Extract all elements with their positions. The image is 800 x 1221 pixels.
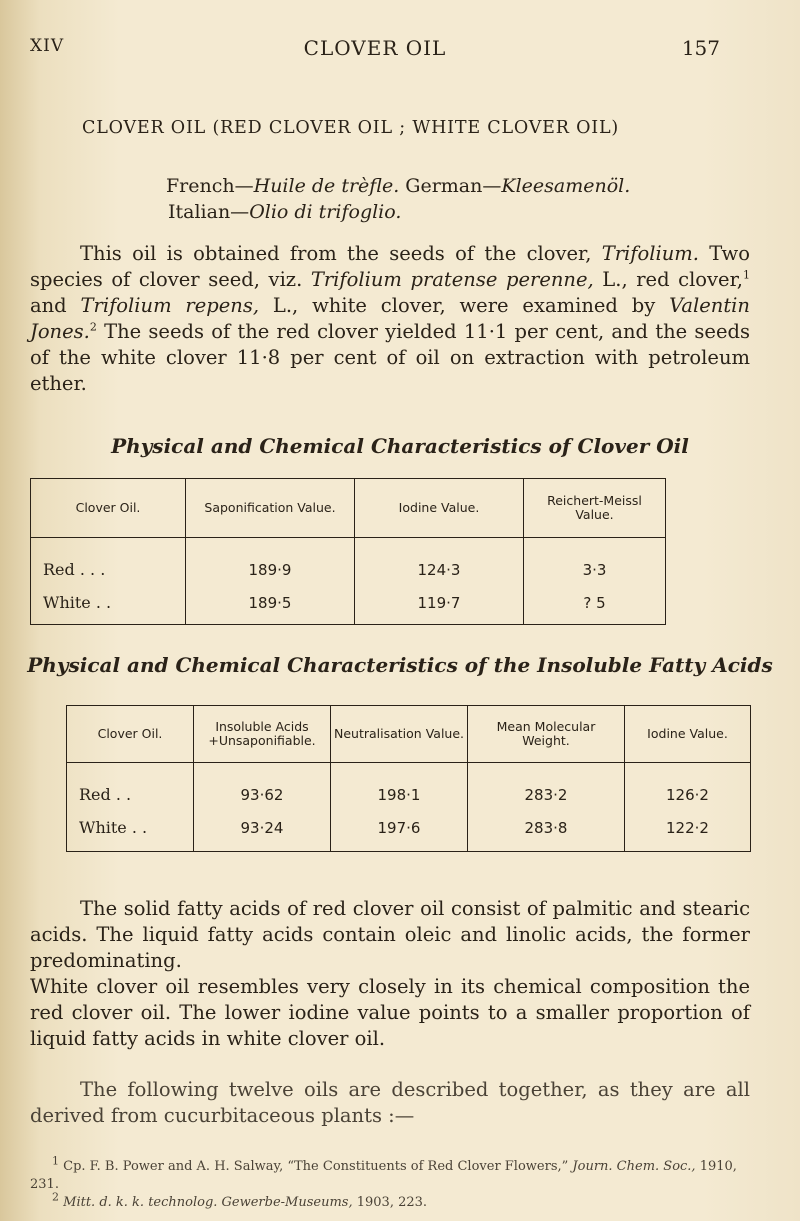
insoluble-acids-table xyxy=(66,706,751,852)
page-number: 157 xyxy=(681,36,720,60)
table-cell: 93·62 xyxy=(194,763,331,807)
chapter-number: XIV xyxy=(30,36,65,56)
table-cell: 189·9 xyxy=(186,538,355,582)
italic-run: Valentin Jones. xyxy=(30,294,750,343)
running-title: CLOVER OIL xyxy=(303,36,447,60)
table-header-cell: Saponification Value. xyxy=(186,479,355,538)
table-header-cell: Iodine Value. xyxy=(355,479,524,538)
footnote-1 xyxy=(30,1154,750,1194)
italic-run: Trifolium repens, xyxy=(80,294,260,317)
footnote-number: 2 xyxy=(52,1190,59,1204)
table-cell: 283·8 xyxy=(468,806,625,852)
table-header-cell: Mean Molecular Weight. xyxy=(468,706,625,763)
footnote-ref: 2 xyxy=(89,320,97,334)
table-cell: ? 5 xyxy=(524,581,666,625)
french-name: Huile de trèfle. xyxy=(253,175,400,197)
clover-oil-table xyxy=(30,479,666,625)
table-header-cell: Insoluble Acids +Unsaponifiable. xyxy=(194,706,331,763)
footnote-text: 1903, 223. xyxy=(352,1195,428,1210)
german-label: German— xyxy=(405,175,502,197)
running-header xyxy=(30,36,720,66)
solid-acids-paragraph: The solid fatty acids of red clover oil consist of palmitic and stearic acids. The liquid fatty acids contain oleic and linolic acids, the former predominating. xyxy=(30,897,750,972)
text-run: The seeds of the red clover yielded 11·1 per cent, and the seeds of the white clover 11·8 per cent of oil on extraction with petroleum ether. xyxy=(30,320,750,395)
table-header-cell: Clover Oil. xyxy=(67,706,194,763)
table1-title: Physical and Chemical Characteristics of Clover Oil xyxy=(111,434,689,458)
table-cell: 3·3 xyxy=(524,538,666,582)
footnotes xyxy=(30,1154,750,1212)
table-header-cell: Iodine Value. xyxy=(625,706,751,763)
intro-paragraph xyxy=(30,241,750,397)
footnote-2 xyxy=(30,1190,750,1212)
text-run: Two species of clover seed, viz. xyxy=(30,242,750,291)
table-cell: White . . xyxy=(67,806,194,852)
table-cell: Red . . . xyxy=(31,538,186,582)
italian-label: Italian— xyxy=(168,201,250,223)
table-cell: 126·2 xyxy=(625,763,751,807)
text-run: This oil is obtained from the seeds of the clover, xyxy=(80,242,602,265)
table-cell: 93·24 xyxy=(194,806,331,852)
following-oils-paragraph: The following twelve oils are described together, as they are all derived from cucurbitaceous plants :— xyxy=(30,1078,750,1127)
foreign-names xyxy=(166,173,630,225)
text-run: L., white clover, were examined by xyxy=(259,294,670,317)
german-name: Kleesamenöl. xyxy=(501,175,631,197)
white-clover-paragraph: White clover oil resembles very closely in its chemical composition the red clover oil. The lower iodine value points to a smaller proportion of liquid fatty acids in white clover oil. xyxy=(30,975,750,1050)
table-row xyxy=(67,806,751,852)
table-row xyxy=(67,763,751,807)
footnote-text: Cp. F. B. Power and A. H. Salway, “The Constituents of Red Clover Flowers,” xyxy=(59,1159,573,1174)
table-header-cell: Clover Oil. xyxy=(31,479,186,538)
table-header-cell: Reichert-Meissl Value. xyxy=(524,479,666,538)
table-header-cell: Neutralisation Value. xyxy=(331,706,468,763)
footnote-text: 1910, 231. xyxy=(30,1159,737,1192)
french-label: French— xyxy=(166,175,254,197)
table-cell: 122·2 xyxy=(625,806,751,852)
text-run: L., red clover, xyxy=(593,268,743,291)
table-cell: 124·3 xyxy=(355,538,524,582)
table-cell: 197·6 xyxy=(331,806,468,852)
table-cell: 119·7 xyxy=(355,581,524,625)
italic-run: Trifolium. xyxy=(601,242,699,265)
table-cell: 283·2 xyxy=(468,763,625,807)
italic-run: Trifolium pratense perenne, xyxy=(310,268,594,291)
table-row xyxy=(31,538,666,582)
footnote-number: 1 xyxy=(52,1154,59,1168)
table-cell: Red . . xyxy=(67,763,194,807)
table-cell: 189·5 xyxy=(186,581,355,625)
table-header-row xyxy=(31,479,666,538)
table-cell: 198·1 xyxy=(331,763,468,807)
footnote-ref: 1 xyxy=(742,268,750,282)
names-line-1 xyxy=(166,173,630,199)
section-title: CLOVER OIL (RED CLOVER OIL ; WHITE CLOVER OIL) xyxy=(82,118,620,138)
names-line-2 xyxy=(166,199,630,225)
table-row xyxy=(31,581,666,625)
table2-title: Physical and Chemical Characteristics of the Insoluble Fatty Acids xyxy=(27,653,773,677)
table-cell: White . . xyxy=(31,581,186,625)
italian-name: Olio di trifoglio. xyxy=(249,201,402,223)
footnote-journal: Journ. Chem. Soc., xyxy=(572,1159,696,1174)
text-run: and xyxy=(30,294,81,317)
footnote-journal: Mitt. d. k. k. technolog. Gewerbe-Museums, xyxy=(63,1195,353,1210)
table-header-row xyxy=(67,706,751,763)
